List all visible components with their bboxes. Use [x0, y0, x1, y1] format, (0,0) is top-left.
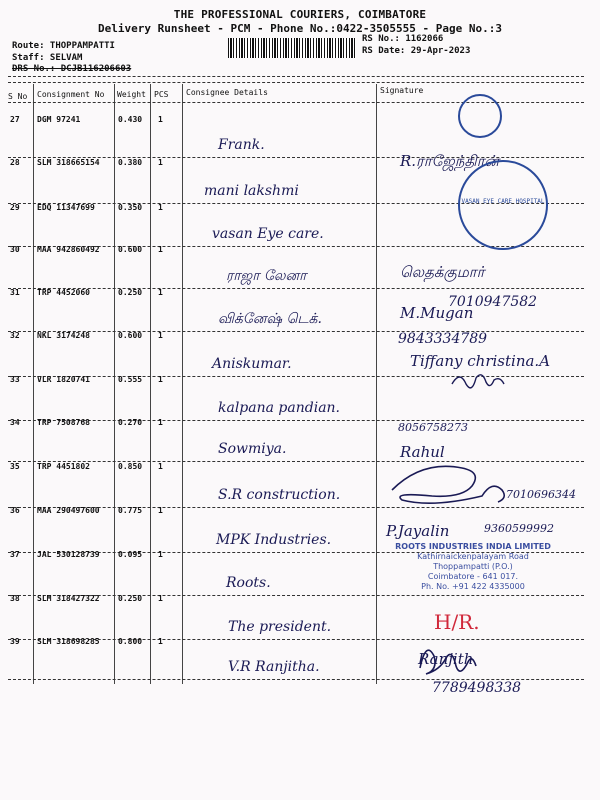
signature-scribble-35	[392, 466, 504, 503]
vasan-stamp-text: VASAN EYE CARE HOSPITAL	[461, 198, 545, 205]
roots-stamp-line: Ph. No. +91 422 4335000	[421, 582, 525, 591]
row-weight: 0.850	[118, 462, 143, 471]
row-weight: 0.430	[118, 115, 143, 124]
row-consignee: விக்னேஷ் டெக்.	[218, 311, 322, 327]
row-consignee: Frank.	[218, 137, 265, 153]
row-sno: 27	[10, 115, 20, 124]
row-consignee: The president.	[228, 619, 332, 635]
roots-stamp-line: Kathirnaickenpalayam Road	[417, 552, 529, 561]
roots-stamp-line: Coimbatore - 641 017.	[427, 572, 519, 581]
rs-date: RS Date: 29-Apr-2023	[362, 46, 471, 56]
row-consignee: Sowmiya.	[218, 441, 287, 457]
row-consignee: MPK Industries.	[216, 532, 332, 548]
row-consignment-no: TRP 7508768	[37, 418, 90, 427]
phone-34: 8056758273	[398, 421, 468, 434]
row-consignment-no: MAA 942860492	[37, 245, 100, 254]
row-weight: 0.600	[118, 331, 143, 340]
row-weight: 0.250	[118, 288, 143, 297]
row-weight: 0.350	[118, 203, 143, 212]
row-signature: Tiffany christina.A	[410, 352, 551, 370]
roots-stamp-line: ROOTS INDUSTRIES INDIA LIMITED	[395, 542, 551, 551]
phone-36: 9360599992	[484, 522, 554, 535]
row-pcs: 1	[158, 288, 163, 297]
vasan-stamp	[458, 160, 548, 250]
row-consignment-no: DGM 97241	[37, 115, 81, 124]
row-sno: 39	[10, 637, 20, 646]
roots-stamp	[368, 542, 578, 592]
row-pcs: 1	[158, 506, 163, 515]
row-consignment-no: NKL 3174248	[37, 331, 90, 340]
company-title: THE PROFESSIONAL COURIERS, COIMBATORE	[173, 8, 427, 21]
row-consignee: Aniskumar.	[212, 356, 292, 372]
row-pcs: 1	[158, 418, 163, 427]
row-consignment-no: TRP 4451802	[37, 462, 90, 471]
row-consignee: S.R construction.	[218, 487, 341, 503]
phone-31: 7010947582	[448, 294, 538, 310]
row-consignee: mani lakshmi	[204, 183, 299, 199]
col-pcs: PCS	[154, 90, 169, 99]
row-weight: 0.250	[118, 594, 143, 603]
phone-32: 9843334789	[398, 331, 488, 347]
hospital-seal-small	[458, 94, 502, 138]
row-consignee: vasan Eye care.	[212, 226, 324, 242]
col-consignee: Consignee Details	[186, 88, 268, 97]
drs-label: DRS No.: DCJB116206603	[12, 64, 132, 74]
row-signature: M.Mugan	[400, 304, 474, 322]
row-consignment-no: JAL 530128739	[37, 550, 100, 559]
signature-scribble-33	[452, 375, 504, 388]
row-sno: 35	[10, 462, 20, 471]
row-consignee: ராஜா லேனா	[226, 268, 307, 284]
row-signature: லெதக்குமார்	[400, 263, 485, 281]
row-signature: P.Jayalin	[386, 522, 450, 540]
phone-39: 7789498338	[432, 680, 522, 696]
row-pcs: 1	[158, 637, 163, 646]
roots-stamp-line: Thoppampatti (P.O.)	[433, 562, 513, 571]
row-weight: 0.775	[118, 506, 143, 515]
row-weight: 0.800	[118, 637, 143, 646]
row-sno: 31	[10, 288, 20, 297]
row-consignee: V.R Ranjitha.	[228, 659, 320, 675]
row-weight: 0.380	[118, 158, 143, 167]
row-weight: 0.600	[118, 245, 143, 254]
route-label: Route: THOPPAMPATTI	[12, 41, 115, 51]
row-pcs: 1	[158, 158, 163, 167]
staff-label: Staff: SELVAM	[12, 53, 83, 63]
row-sno: 36	[10, 506, 20, 515]
row-sno: 33	[10, 375, 20, 384]
col-weight: Weight	[117, 90, 146, 99]
row-pcs: 1	[158, 550, 163, 559]
row-sno: 28	[10, 158, 20, 167]
row-consignment-no: SLM 318665154	[37, 158, 100, 167]
row-sno: 29	[10, 203, 20, 212]
row-consignment-no: MAA 290497600	[37, 506, 100, 515]
col-signature: Signature	[380, 86, 424, 95]
row-signature: Ranjith	[418, 650, 474, 668]
row-pcs: 1	[158, 115, 163, 124]
row-weight: 0.555	[118, 375, 143, 384]
row-sno: 32	[10, 331, 20, 340]
row-consignee: kalpana pandian.	[218, 400, 341, 416]
row-sno: 34	[10, 418, 20, 427]
row-weight: 0.095	[118, 550, 143, 559]
row-pcs: 1	[158, 375, 163, 384]
phone-35: 7010696344	[506, 488, 576, 501]
row-signature: Rahul	[400, 443, 445, 461]
row-consignment-no: SLM 318427322	[37, 594, 100, 603]
row-sno: 30	[10, 245, 20, 254]
col-consignment: Consignment No	[37, 90, 105, 99]
row-consignment-no: EDQ 11347699	[37, 203, 95, 212]
row-signature: H/R.	[434, 610, 480, 634]
row-consignment-no: VLR 1820741	[37, 375, 90, 384]
row-sno: 37	[10, 550, 20, 559]
row-pcs: 1	[158, 462, 163, 471]
row-signature: R.ராஜேந்திரன்	[400, 152, 500, 170]
row-pcs: 1	[158, 331, 163, 340]
row-consignee: Roots.	[226, 575, 271, 591]
row-pcs: 1	[158, 594, 163, 603]
runsheet-subtitle: Delivery Runsheet - PCM - Phone No.:0422-3505555 - Page No.:3	[98, 22, 502, 35]
row-pcs: 1	[158, 203, 163, 212]
row-consignment-no: SLM 318698285	[37, 637, 100, 646]
row-consignment-no: TRP 4452060	[37, 288, 90, 297]
col-sno: S No	[8, 92, 28, 101]
row-pcs: 1	[158, 245, 163, 254]
rs-number: RS No.: 1162066	[362, 34, 444, 44]
row-sno: 38	[10, 594, 20, 603]
row-weight: 0.270	[118, 418, 143, 427]
signature-scribble-39	[420, 650, 476, 674]
